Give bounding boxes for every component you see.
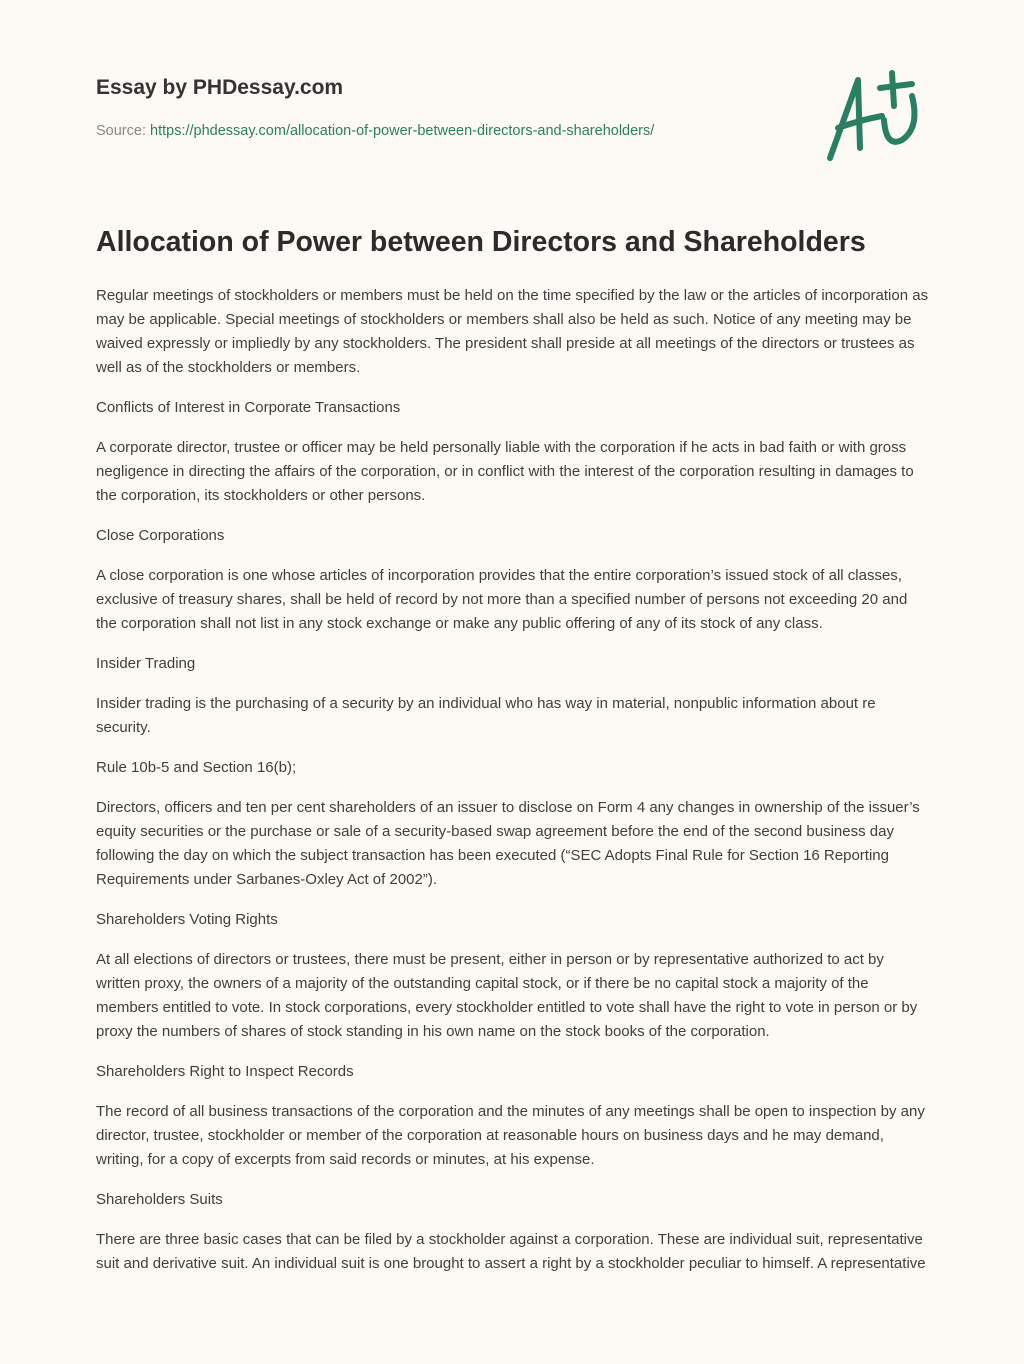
section-heading: Shareholders Voting Rights [96, 911, 278, 928]
source-line [96, 123, 654, 139]
paragraph: Regular meetings of stockholders or members must be held on the time specified by the law or the articles of incorporation as may be applicable. Special meetings of stockholders or members shall also be held as such. Notice of any meeting may be waived expressly or impliedly by any stockholders. The president shall preside at all meetings of the directors or trustees as well as of the stockholders or members. [96, 287, 929, 376]
section-heading: Shareholders Suits [96, 1191, 223, 1208]
essay-body [96, 284, 931, 1292]
section-heading: Insider Trading [96, 655, 196, 672]
paragraph: Directors, officers and ten per cent shareholders of an issuer to disclose on Form 4 any changes in ownership of the issuer’s equity securities or the purchase or sale of a security-based swap agreement before the end of the second business day following the day on which the subject transaction has been executed (“SEC Adopts Final Rule for Section 16 Reporting Requirements under Sarbanes-Oxley Act of 2002”). [96, 799, 920, 888]
section-heading: Shareholders Right to Inspect Records [96, 1063, 354, 1080]
section-heading: Close Corporations [96, 527, 225, 544]
section-heading: Rule 10b-5 and Section 16(b); [96, 759, 297, 776]
page-title: Allocation of Power between Directors and Shareholders [96, 226, 866, 258]
a-plus-logo-icon [820, 68, 930, 168]
paragraph: There are three basic cases that can be filed by a stockholder against a corporation. These are individual suit, representative suit and derivative suit. An individual suit is one brought to assert a right by a stockholder peculiar to himself. A representative [96, 1231, 926, 1272]
paragraph: The record of all business transactions of the corporation and the minutes of any meetings shall be open to inspection by any director, trustee, stockholder or member of the corporation at reasonable hours on business days and he may demand, writing, for a copy of excerpts from said records or minutes, at his expense. [96, 1103, 925, 1168]
paragraph: A corporate director, trustee or officer may be held personally liable with the corporation if he acts in bad faith or with gross negligence in directing the affairs of the corporation, or in conflict with the interest of the corporation resulting in damages to the corporation, its stockholders or other persons. [96, 439, 914, 504]
source-label: Source: [96, 123, 146, 139]
section-heading: Conflicts of Interest in Corporate Transactions [96, 399, 401, 416]
paragraph: Insider trading is the purchasing of a security by an individual who has way in material, nonpublic information about re security. [96, 695, 876, 736]
source-link[interactable]: https://phdessay.com/allocation-of-power-between-directors-and-shareholders/ [150, 123, 655, 139]
paragraph: At all elections of directors or trustees, there must be present, either in person or by representative authorized to act by written proxy, the owners of a majority of the outstanding capital stock, or if there be no capital stock a majority of the members entitled to vote. In stock corporations, every stockholder entitled to vote shall have the right to vote in person or by proxy the numbers of shares of stock standing in his own name on the stock books of the corporation. [96, 951, 918, 1040]
site-title: Essay by PHDessay.com [96, 76, 344, 99]
paragraph: A close corporation is one whose articles of incorporation provides that the entire corporation’s issued stock of all classes, exclusive of treasury shares, shall be held of record by not more than a specified number of persons not exceeding 20 and the corporation shall not list in any stock exchange or make any public offering of any of its stock of any class. [96, 567, 908, 632]
